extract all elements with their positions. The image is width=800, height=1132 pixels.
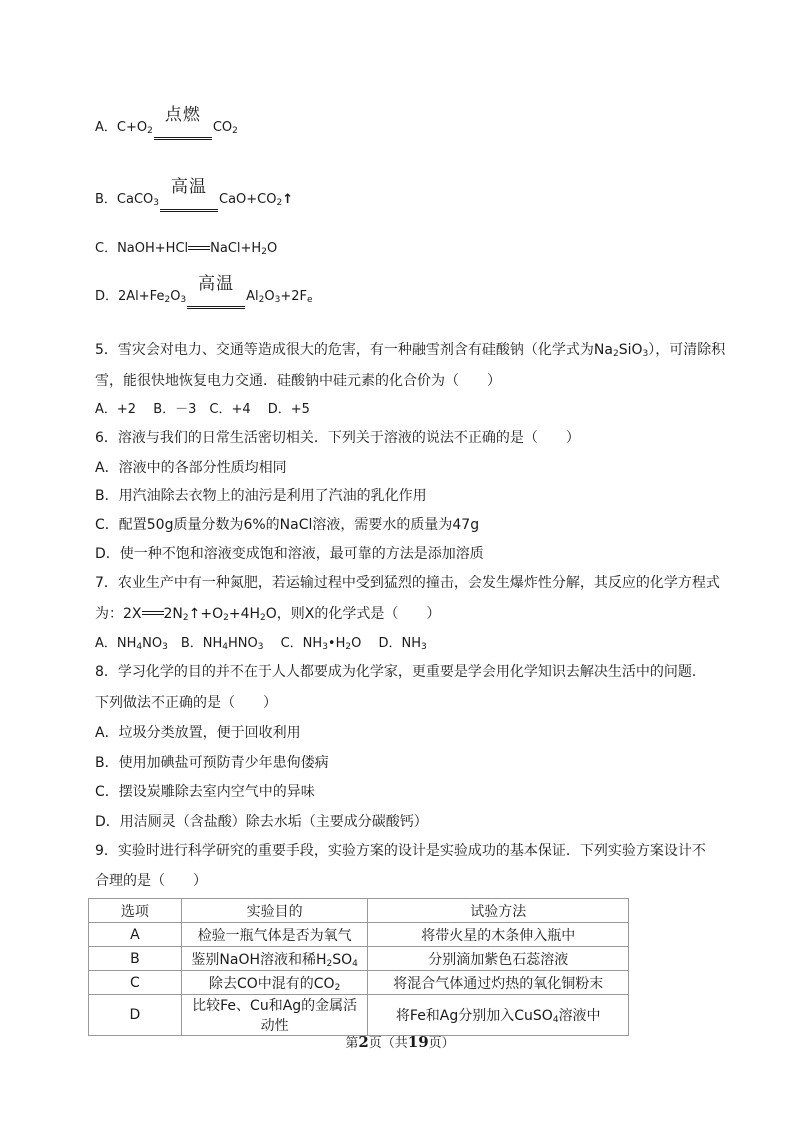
table-row xyxy=(89,995,629,1036)
table-cell-method: 将混合气体通过灼热的氧化铜粉末 xyxy=(368,971,629,995)
q6-option-c: C．配置50g质量分数为6%的NaCl溶液，需要水的质量为47g xyxy=(95,517,480,533)
table-cell-goal: 比较Fe、Cu和Ag的金属活动性 xyxy=(181,995,368,1036)
q4-option-d: D．$2Al+Fe_2O_3$ 高温 $Al_2O_3+2F_e$ xyxy=(95,287,313,310)
q4-option-a: A．$C+O_2$ 点燃 $CO_2$ xyxy=(95,118,238,141)
table-row xyxy=(89,923,629,947)
q9-stem-line1: 9．实验时进行科学研究的重要手段，实验方案的设计是实验成功的基本保证．下列实验方案设计不 xyxy=(95,843,706,859)
page-number: 2 xyxy=(358,1033,369,1051)
gas-arrow-icon: ↑ xyxy=(282,192,294,207)
equals-sign xyxy=(188,245,210,253)
table-cell-method: 分别滴加紫色石蕊溶液 xyxy=(368,947,629,971)
table-cell-goal: 除去CO中混有的$CO_2$ xyxy=(181,971,368,995)
table-cell-option: A xyxy=(89,923,182,947)
q7-options: A．$NH_4NO_3$ B．$NH_4HNO_3$ C．$NH_3•H_2O$ D．$NH_3$ xyxy=(95,636,427,652)
q7-stem-line1: 7．农业生产中有一种氮肥，若运输过程中受到猛烈的撞击，会发生爆炸性分解，其反应的化学方程式 xyxy=(95,575,720,591)
table-cell-goal: 鉴别NaOH溶液和稀$H_2SO_4$ xyxy=(181,947,368,971)
q6-stem: 6．溶液与我们的日常生活密切相关．下列关于溶液的说法不正确的是（ ） xyxy=(95,430,580,446)
q8-stem-line1: 8．学习化学的目的并不在于人人都要成为化学家，更重要是学会用化学知识去解决生活中的问题． xyxy=(95,664,706,680)
q6-option-a: A．溶液中的各部分性质均相同 xyxy=(95,460,287,476)
reaction-condition: 高温 xyxy=(187,290,245,310)
q7-stem-line2: 为：2X $2N_2↑+O_2+4H_2O$，则X的化学式是（ ） xyxy=(95,606,441,623)
table-cell-goal: 检验一瓶气体是否为氧气 xyxy=(181,923,368,947)
table-header-cell: 选项 xyxy=(89,899,182,923)
q8-stem-line2: 下列做法不正确的是（ ） xyxy=(95,695,277,711)
reaction-condition: 高温 xyxy=(160,193,218,213)
q5-stem-line1: 5．雪灾会对电力、交通等造成很大的危害，有一种融雪剂含有硅酸钠（化学式为$Na_2SiO_3$），可清除积 xyxy=(95,342,726,359)
table-cell-method: 将带火星的木条伸入瓶中 xyxy=(368,923,629,947)
table-header-cell: 实验目的 xyxy=(181,899,368,923)
reaction-condition: 点燃 xyxy=(154,121,212,141)
table-cell-option: C xyxy=(89,971,182,995)
q8-option-d: D．用洁厕灵（含盐酸）除去水垢（主要成分碳酸钙） xyxy=(95,814,428,830)
q4-option-b: B．CaCO$_3$ 高温 $CaO+CO_2↑$ xyxy=(95,190,293,213)
q6-option-d: D．使一种不饱和溶液变成饱和溶液，最可靠的方法是添加溶质 xyxy=(95,546,484,562)
q8-option-b: B．使用加碘盐可预防青少年患佝偻病 xyxy=(95,755,329,771)
table-cell-option: D xyxy=(89,995,182,1036)
table-cell-method: 将Fe和Ag分别加入CuSO$_4$溶液中 xyxy=(368,995,629,1036)
experiment-table xyxy=(88,898,629,1036)
table-row xyxy=(89,971,629,995)
q9-stem-line2: 合理的是（ ） xyxy=(95,873,207,889)
q8-option-a: A．垃圾分类放置，便于回收利用 xyxy=(95,725,301,741)
table-row xyxy=(89,947,629,971)
q4-option-c: C．NaOH+HCl $NaCl+H_2O$ xyxy=(95,241,278,257)
q5-options: A．+2 B．－3 C．+4 D．+5 xyxy=(95,402,310,417)
total-pages: 19 xyxy=(407,1033,429,1051)
equals-sign xyxy=(142,610,164,618)
table-header-row xyxy=(89,899,629,923)
table-header-cell: 试验方法 xyxy=(368,899,629,923)
q5-stem-line2: 雪，能很快地恢复电力交通．硅酸钠中硅元素的化合价为（ ） xyxy=(95,373,501,389)
page-footer: 第2页（共19页） xyxy=(345,1033,455,1051)
q8-option-c: C．摆设炭雕除去室内空气中的异味 xyxy=(95,784,315,800)
table-cell-option: B xyxy=(89,947,182,971)
q6-option-b: B．用汽油除去衣物上的油污是利用了汽油的乳化作用 xyxy=(95,488,427,504)
